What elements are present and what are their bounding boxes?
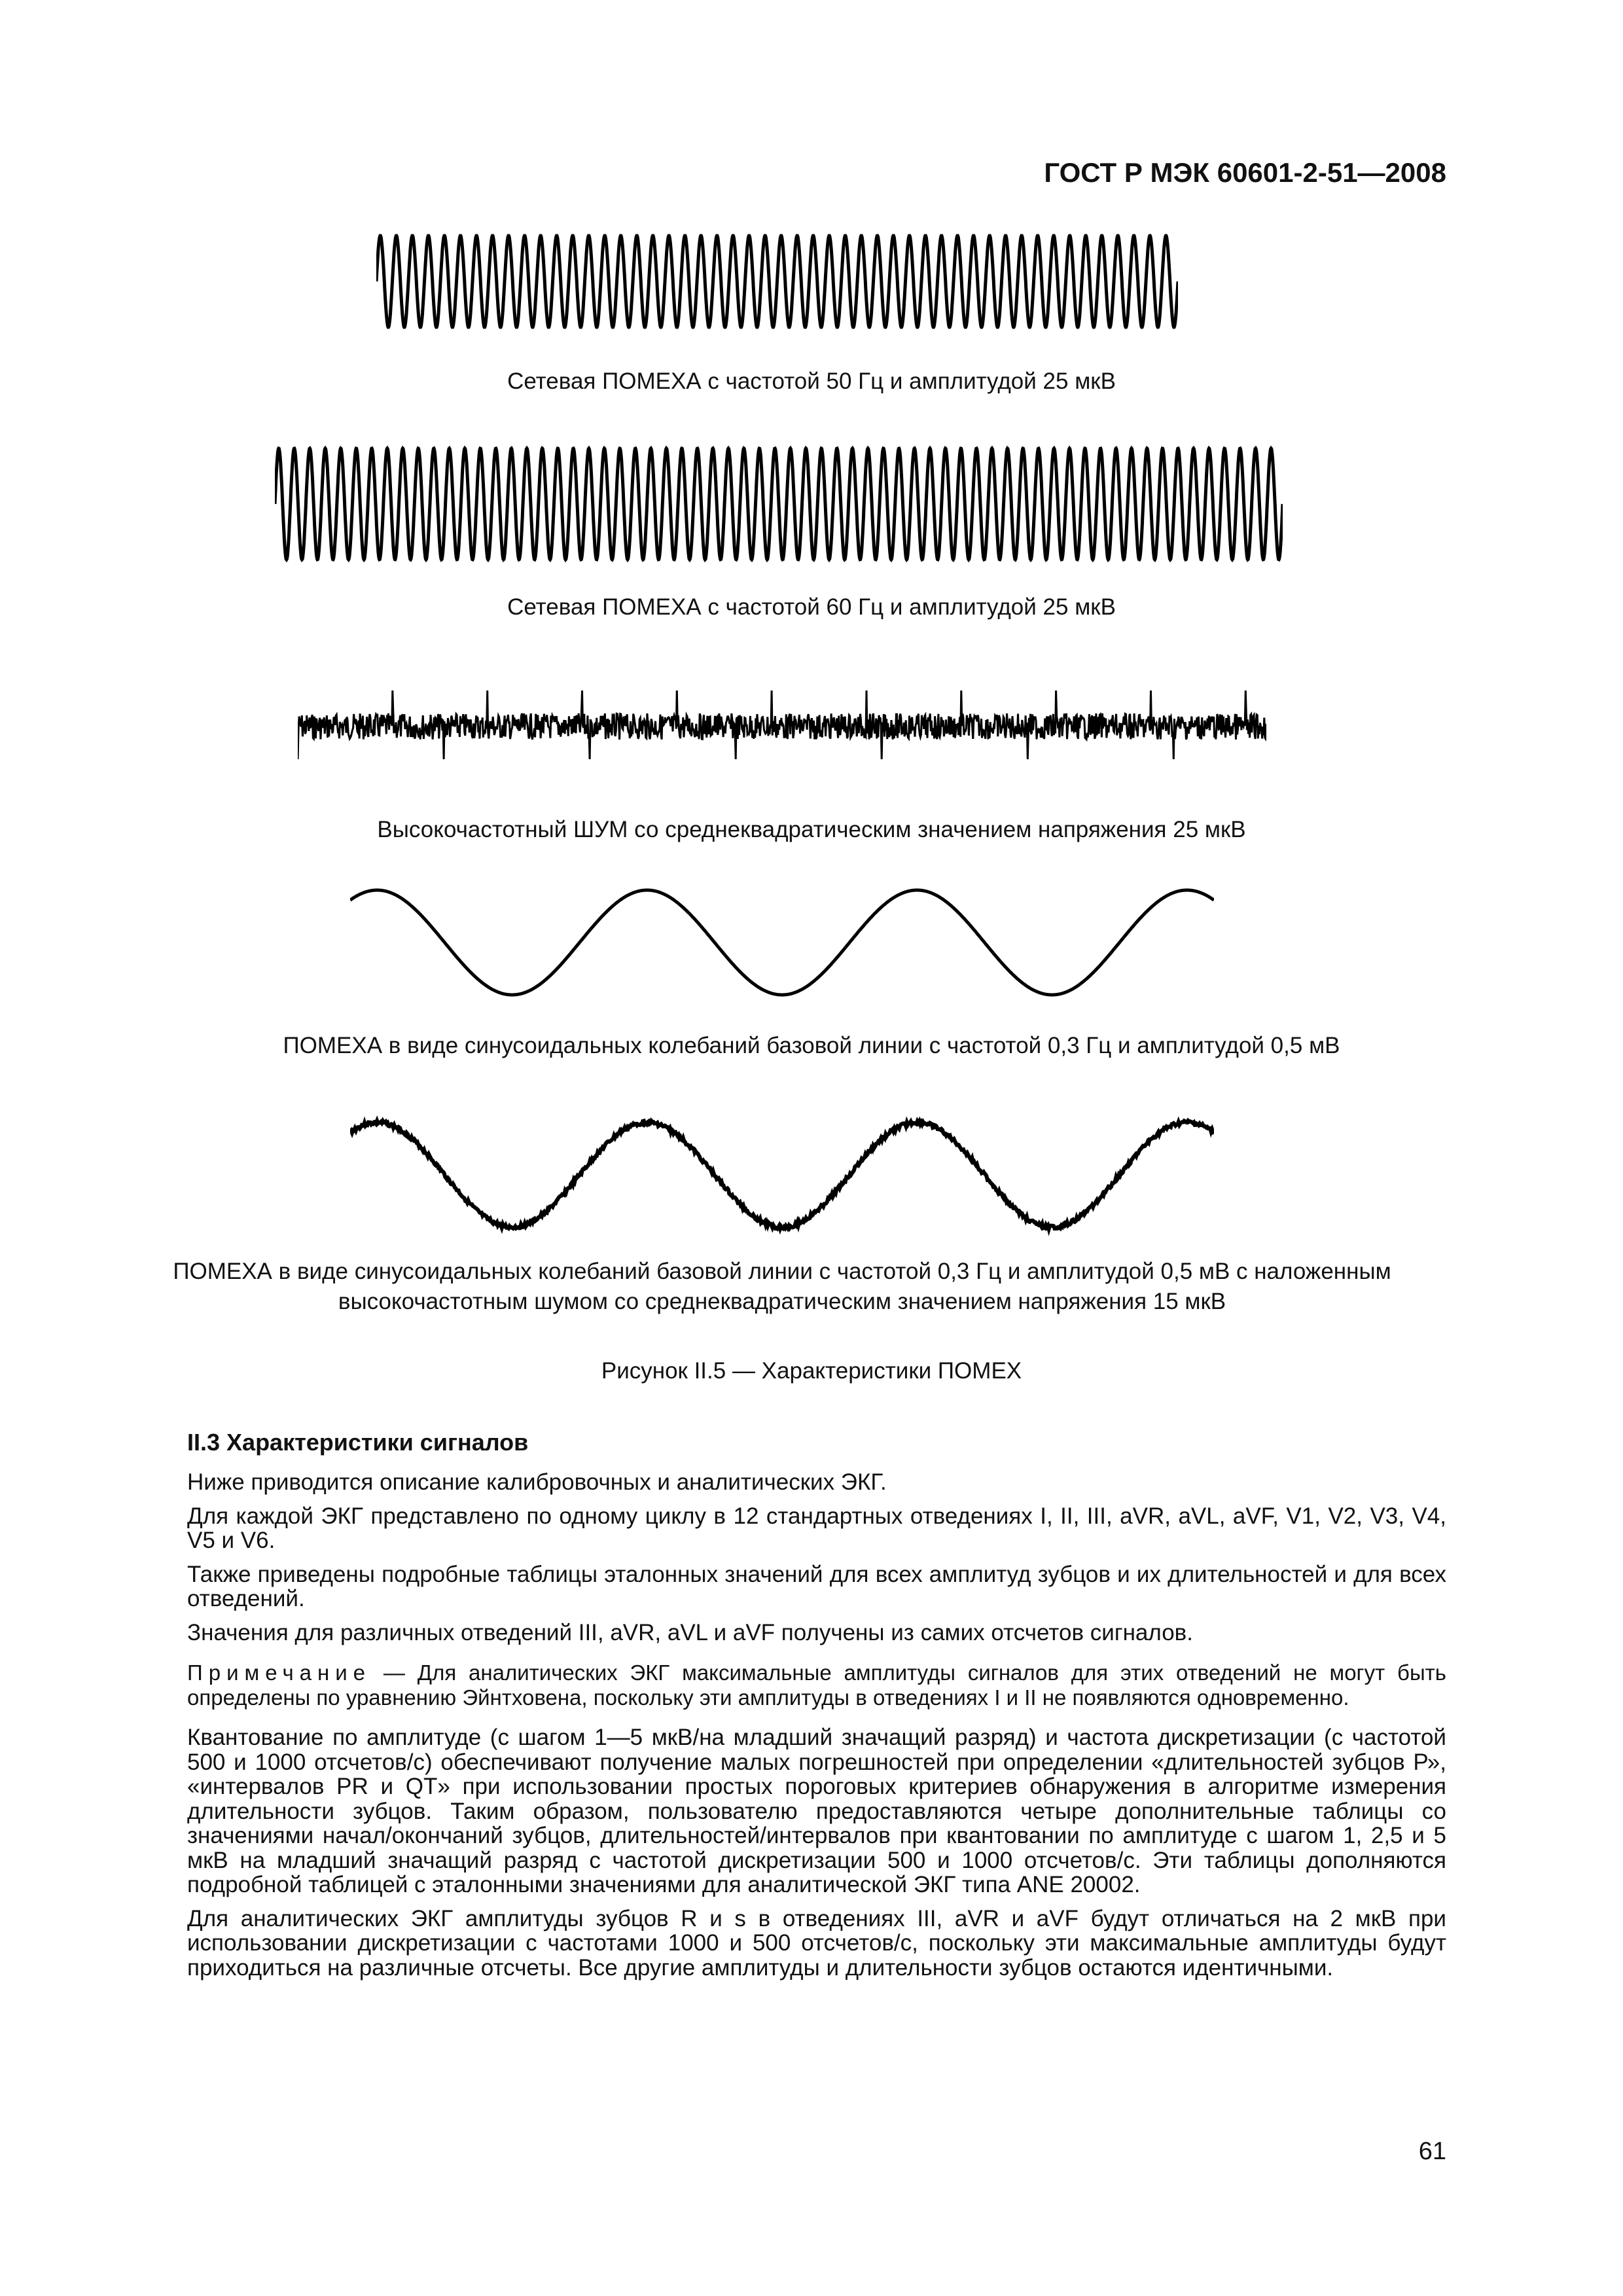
note-text: — Для аналитических ЭКГ максимальные амплитуды сигналов для этих отведений не могут быть определены по уравнению Эйнтховена, поскольку эти амплитуды в отведениях I и II не появляются одновременно. (187, 1660, 1446, 1710)
figure-title: Рисунок II.5 — Характеристики ПОМЕХ (601, 1358, 1022, 1384)
page-number: 61 (1418, 2138, 1446, 2165)
section-heading: II.3 Характеристики сигналов (187, 1429, 529, 1456)
waveform-60hz (275, 442, 1283, 566)
document-id: ГОСТ Р МЭК 60601-2-51—2008 (1044, 157, 1446, 188)
paragraph: Значения для различных отведений III, aVR, aVL и aVF получены из самих отсчетов сигналов. (187, 1619, 1193, 1645)
paragraph: Квантование по амплитуде (с шагом 1—5 мкВ/на младший значащий разряд) и частота дискретизации (с частотой 500 и 1000 отсчетов/с) обеспечивают получение малых погрешностей при определении «длительностей зубцов Р», «интервалов PR и QT» при использовании простых пороговых критериев обнаружения в алгоритме измерения длительности зубцов. Таким образом, пользователю предоставляются четыре дополнительные таблицы со значениями начал/окончаний зубцов, длительностей/интервалов при квантовании по амплитуде с шагом 1, 2,5 и 5 мкВ на младший значащий разряд с частотой дискретизации 500 и 1000 отсчетов/с. Эти таблицы дополняются подробной таблицей с эталонными значениями для аналитической ЭКГ типа ANE 20002. (187, 1725, 1446, 1897)
waveform-baseline-sine-noise (350, 1113, 1214, 1237)
paragraph: Для аналитических ЭКГ амплитуды зубцов R и s в отведениях III, aVR и aVF будут отличаться на 2 мкВ при использовании дискретизации с частотами 1000 и 500 отсчетов/с, поскольку эти максимальные амплитуды будут приходиться на различные отсчеты. Все другие амплитуды и длительности зубцов остаются идентичными. (187, 1905, 1446, 1981)
note-label: Примечание (187, 1660, 372, 1685)
paragraph: Для каждой ЭКГ представлено по одному циклу в 12 стандартных отведениях I, II, III, aVR, aVL, aVF, V1, V2, V3, V4, V5 и V6. (187, 1503, 1446, 1553)
paragraph: Ниже приводится описание калибровочных и аналитических ЭКГ. (187, 1469, 887, 1495)
section-body (187, 1470, 1446, 1989)
caption-baseline-sine: ПОМЕХА в виде синусоидальных колебаний базовой линии с частотой 0,3 Гц и амплитудой 0,5 мВ (283, 1033, 1340, 1058)
caption-hf-noise: Высокочастотный ШУМ со среднеквадратическим значением напряжения 25 мкВ (377, 817, 1246, 842)
waveform-baseline-sine (350, 880, 1214, 1005)
waveform-hf-noise (298, 674, 1266, 779)
caption-50hz: Сетевая ПОМЕХА с частотой 50 Гц и амплитудой 25 мкВ (507, 368, 1116, 394)
caption-60hz: Сетевая ПОМЕХА с частотой 60 Гц и амплитудой 25 мкВ (507, 594, 1116, 620)
caption-baseline-sine-noise: ПОМЕХА в виде синусоидальных колебаний базовой линии с частотой 0,3 Гц и амплитудой 0,5 мВ с наложенным высокочастотным шумом со среднеквадратическим значением напряжения 15 мкВ (173, 1259, 1391, 1314)
paragraph: Также приведены подробные таблицы эталонных значений для всех амплитуд зубцов и их длительностей и для всех отведений. (187, 1561, 1446, 1611)
waveform-50hz (376, 229, 1178, 334)
note (187, 1660, 1446, 1710)
